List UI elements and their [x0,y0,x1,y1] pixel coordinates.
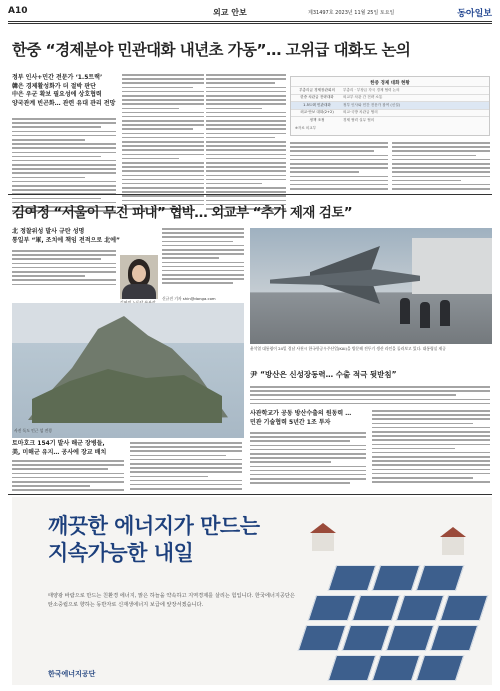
subhead-line: 통일부 “軍, 조치에 책임 전적으로 北에” [12,236,120,244]
page-number: A10 [8,6,28,16]
table-cell-name: 한중 차관급 전략대화 [300,95,334,100]
table-cell-detail: 경제 협력 실무 협의 [343,117,375,122]
table-cell-name: 외교·안보 대화(2+2) [300,110,334,115]
energy-ad [12,497,492,685]
dialogue-table [290,76,490,136]
subhead-line: 美, 미해군 유지… 공사에 장교 배치 [12,448,107,456]
subhead-line: 민관 기술협력 5년간 1조 투자 [250,418,331,426]
table-row [291,94,489,102]
main-subheads [12,74,122,108]
story-three-body [250,386,490,407]
aircraft-photo-caption: 윤석열 대통령이 24일 경남 사천시 한국항공우주산업(KAI)을 방문해 전투기 생산 라인을 둘러보고 있다. 대통령실 제공 [250,346,446,351]
story-two-byline: 신규진 기자 shin@donga.com [162,296,216,301]
story-four-body-col1 [12,460,124,494]
subhead-line: 韓은 경제활성화가 더 절박 판단 [12,82,96,90]
main-body-col1 [12,118,116,214]
table-row [291,86,489,94]
story-five-body-col2 [372,410,490,485]
story-four-body-col2 [130,442,242,492]
top-rule-thin [8,23,492,24]
ad-title [48,513,259,567]
story-five-subheads [250,410,370,427]
story-two-body-col1 [12,250,116,288]
main-body-col4 [290,142,388,192]
table-row-highlight [291,101,489,109]
table-title: 한중 경제 대화 현황 [370,81,410,86]
kim-yo-jong-photo [120,255,158,299]
story-two-subheads [12,228,120,245]
ad-rule [8,494,492,495]
island-photo [12,303,244,438]
top-rule [8,21,492,22]
table-cell-detail: 외교부 차관 간 전략 소통 [343,95,383,100]
story-three-headline: 尹 “방산은 신성장동력… 수출 적극 뒷받침” [250,370,397,379]
masthead [8,6,492,20]
table-cell-name: 1.5트랙 민관대화 [303,102,331,107]
subhead-line: 토마호크 154기 발사 해군 장병들, [12,440,105,447]
story-two-headline: 김여정 “서울이 무진 파내” 협박… 외교부 “추가 제재 검토” [12,205,353,221]
ad-title-line: 지속가능한 내일 [48,541,194,565]
story-five-body-col1 [250,432,366,486]
story-two-body-col2 [162,228,244,287]
solar-panels-illustration [292,513,492,685]
table-cell-name: 정책 조정 [309,117,325,122]
ad-brand: 한국에너지공단 [48,670,96,678]
subhead-line: 사관학교가 공동 방산수출의 원동력 … [250,410,352,417]
table-legend: ※자료 외교부 [295,125,316,130]
subhead-line: 中은 우군 확보 필요성에 상호협력 [12,91,102,98]
table-row [291,109,489,117]
section-rule-1 [8,194,492,195]
main-body-col3 [206,74,286,212]
paper-name: 동아일보 [457,9,492,19]
main-body-col2 [122,74,204,212]
ad-title-line: 깨끗한 에너지가 만드는 [48,514,260,538]
island-photo-caption: 사진 독도 인근 섬 전경 [14,428,52,433]
story-four-subheads [12,440,122,457]
main-headline: 한중 “경제분야 민관대화 내년초 가동”… 고위급 대화도 논의 [12,41,411,59]
table-cell-detail: 정부 인사와 민간 전문가 참여 (신설) [343,102,401,107]
issue-info: 제31497호 2023년 11월 25일 토요일 [308,10,395,16]
table-cell-detail: 부총리 · 부장급 각국 경제 협력 논의 [343,87,400,92]
table-row [291,116,489,124]
main-body-col5 [392,142,490,192]
subhead-line: 정부 인사+민간 전문가 ‘1.5트랙’ [12,74,103,81]
ad-body: 태양광 바람으로 만드는 친환경 에너지, 맑은 하늘을 약속하고 지역경제를 살리는 힘입니다. 한국에너지공단은 탄소중립으로 향하는 동반자로 신재생에너지 보급에 앞장서겠습니다. [48,593,295,608]
subhead-line: 양국관계 빈곤화… 관련 유대 관리 전망 [12,99,116,107]
subhead-line: 北 정찰위성 발사 규탄 성명 [12,228,85,235]
table-cell-detail: 외교·국방 차관급 협의 [343,110,378,115]
section-title: 외교 안보 [213,8,247,17]
table-cell-name: 부총리급 경제장관회의 [299,87,335,92]
aircraft-factory-photo [250,228,492,344]
